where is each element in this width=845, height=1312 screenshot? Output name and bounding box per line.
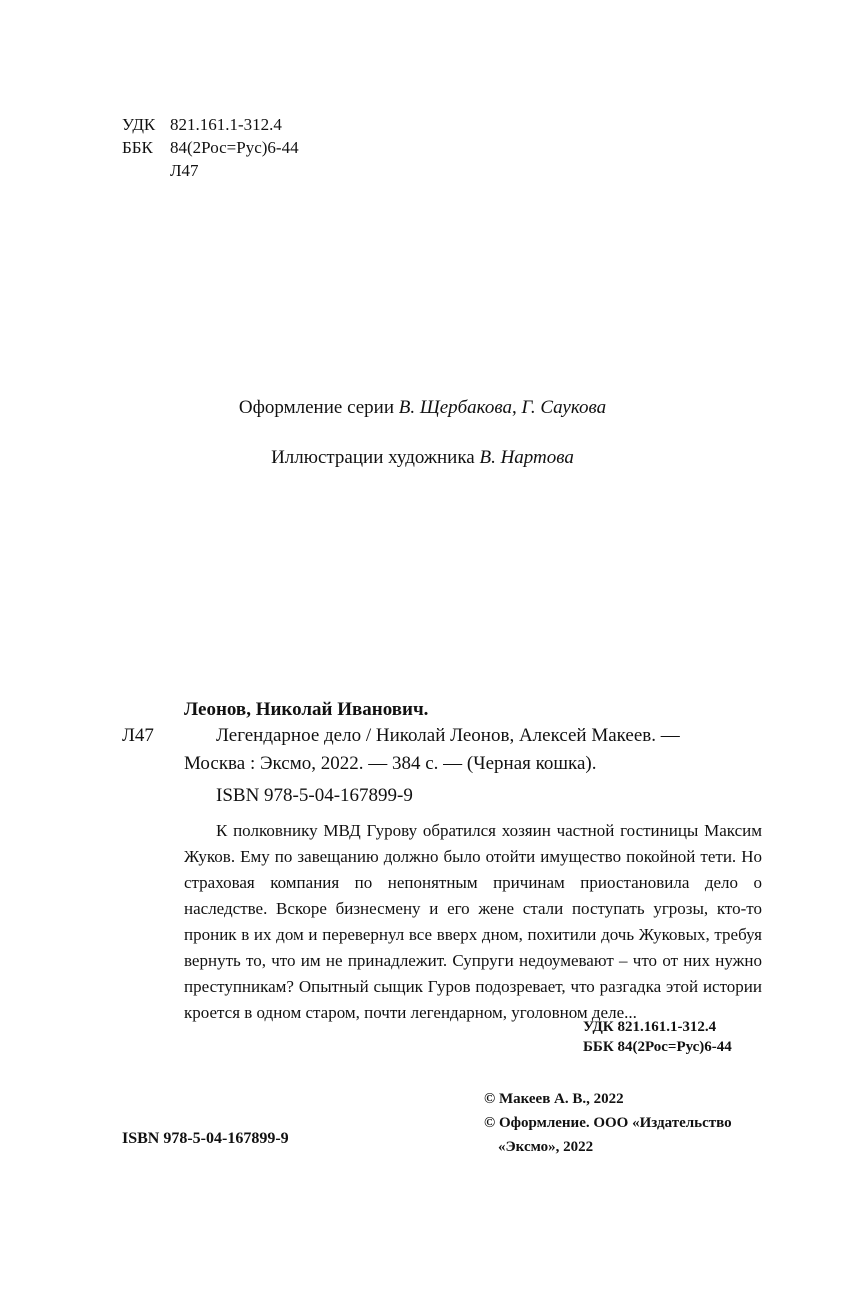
bottom-bbk: ББК 84(2Рос=Рус)6-44 (583, 1039, 732, 1055)
copyright-author: © Макеев А. В., 2022 (484, 1091, 624, 1107)
author-mark: Л47 (170, 161, 199, 180)
spacer (122, 159, 170, 182)
bottom-udk: УДК 821.161.1-312.4 (583, 1019, 717, 1035)
series-designer-2: Г. Саукова (521, 397, 607, 418)
entry-code: Л47 (122, 725, 154, 746)
copyright-publisher: «Эксмо», 2022 (498, 1139, 594, 1155)
copyright-design: © Оформление. ООО «Издательство (484, 1115, 732, 1131)
annotation (184, 818, 762, 1026)
copyright-block (484, 1087, 732, 1159)
entry-publication: Москва : Эксмо, 2022. — 384 с. — (Черная кошка). (184, 753, 597, 774)
bbk-label: ББК (122, 138, 153, 157)
entry-author: Леонов, Николай Иванович. (184, 699, 429, 720)
entry-title: Легендарное дело / Николай Леонов, Алексей Макеев. — (216, 725, 680, 746)
entry-isbn: ISBN 978-5-04-167899-9 (216, 785, 413, 806)
udk-label: УДК (122, 115, 156, 134)
annotation-text: К полковнику МВД Гурову обратился хозяин частной гостиницы Максим Жуков. Ему по завещанию должно было отойти имущество покойной тети. Но страховая компания по непонятным причинам приостановила дело о наследстве. Вскоре бизнесмену и его жене стали поступать угрозы, кто-то проник в их дом и перевернул все вверх дном, похитили дочь Жуковых, требуя вернуть то, что им не принадлежит. Супруги недоумевают – что от них нужно преступникам? Опытный сыщик Гуров подозревает, что разгадка этой истории кроется в одном старом, почти легендарном, уголовном деле... (184, 821, 762, 1022)
illustrator-credit (0, 447, 845, 469)
bottom-isbn: ISBN 978-5-04-167899-9 (122, 1130, 289, 1147)
bbk-value: 84(2Рос=Рус)6-44 (170, 138, 299, 157)
series-designer-1: В. Щербакова (398, 397, 512, 418)
bottom-classification (583, 1017, 732, 1057)
separator: , (511, 397, 522, 418)
udk-value: 821.161.1-312.4 (170, 115, 282, 134)
illustrator-name: В. Нартова (479, 447, 574, 468)
series-design-credit (0, 397, 845, 419)
classification-block (122, 113, 299, 182)
series-design-prefix: Оформление серии (238, 397, 399, 418)
illustrator-prefix: Иллюстрации художника (271, 447, 480, 468)
